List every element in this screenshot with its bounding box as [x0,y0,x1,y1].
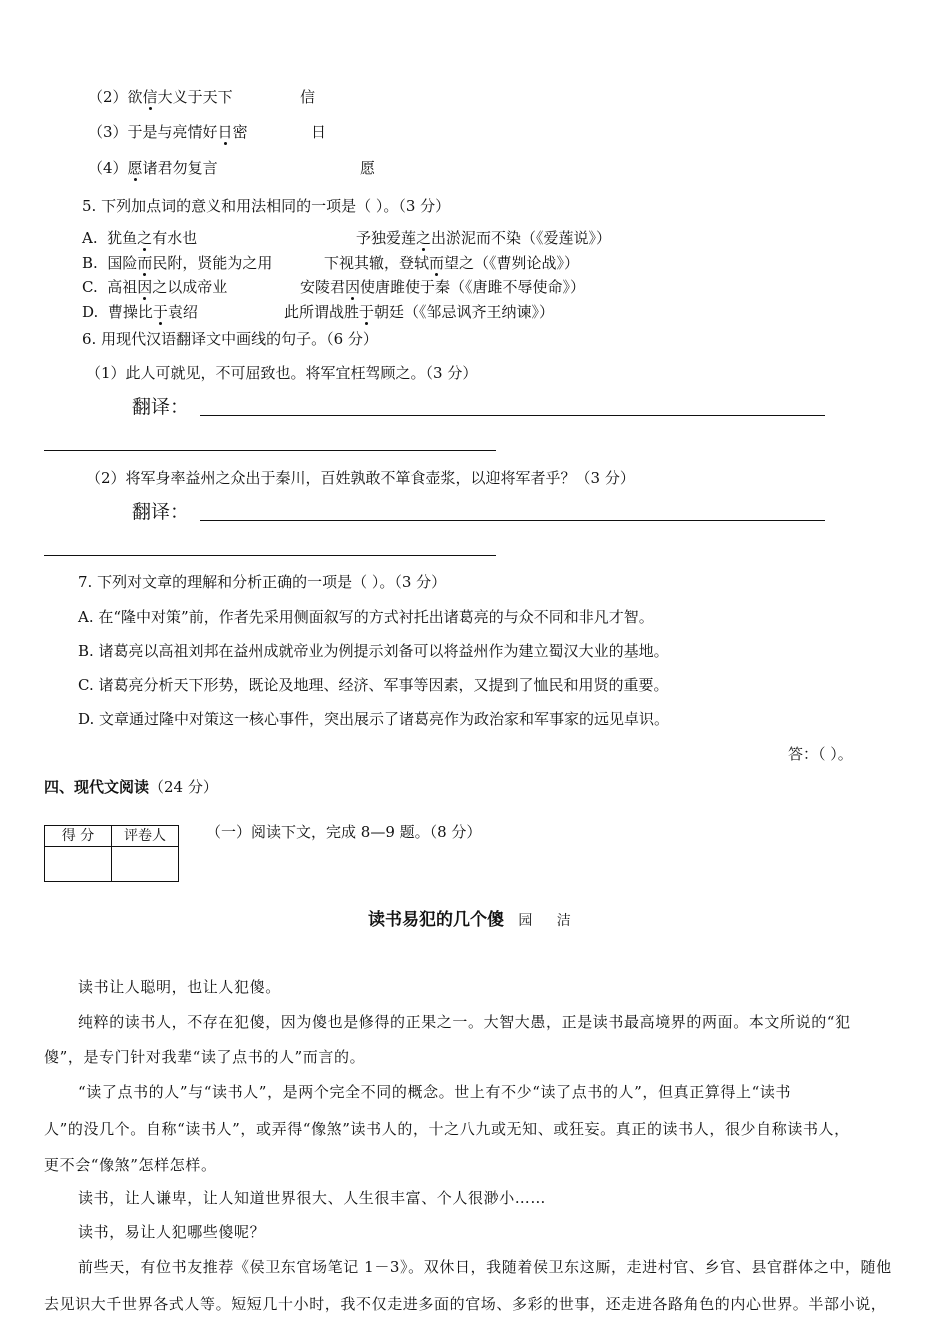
q6-sentence-1: （1）此人可就见，不可屈致也。将军宜枉驾顾之。（3 分） [86,364,478,382]
article-line: 读书让人聪明，也让人犯傻。 [78,978,281,996]
q6-stem: 6. 用现代汉语翻译文中画线的句子。（6 分） [82,330,378,348]
q7-option-c: C. 诸葛亮分析天下形势，既论及地理、经济、军事等因素，又提到了恤民和用贤的重要。 [78,676,669,694]
article-line: “读了点书的人”与“读书人”，是两个完全不同的概念。世上有不少“读了点书的人”，但真正算得上“读书 [78,1083,792,1101]
q5-option-a-left: A. 犹鱼之有水也 [82,229,198,247]
article-author: 园 洁 [518,913,581,929]
grader-cell[interactable] [112,847,179,882]
q5-option-d-left: D. 曹操比于袁绍 [82,303,198,321]
q7-option-b: B. 诸葛亮以高祖刘邦在益州成就帝业为例提示刘备可以将益州作为建立蜀汉大业的基地。 [78,642,669,660]
q4-answer-4: 愿 [360,159,376,177]
grader-header: 评卷人 [112,826,179,847]
q7-option-d: D. 文章通过隆中对策这一核心事件，突出展示了诸葛亮作为政治家和军事家的远见卓识。 [78,710,670,728]
q4-answer-2: 信 [300,88,316,106]
article-line: 读书，易让人犯哪些傻呢？ [78,1223,266,1241]
score-table [44,825,179,882]
article-line: 人”的没几个。自称“读书人”，或弄得“像煞”读书人的，十之八九或无知、或狂妄。真正的读书人，很少自称读书人， [44,1120,850,1138]
q4-answer-3: 日 [311,123,327,141]
answer-line-1a[interactable] [200,415,825,416]
score-header: 得 分 [45,826,112,847]
q5-option-b-left: B. 国险而民附，贤能为之用 [82,254,273,272]
q4-item-3: （3）于是与亮情好日密 [88,123,248,141]
section-heading: 四、现代文阅读（24 分） [44,778,218,796]
q7-stem: 7. 下列对文章的理解和分析正确的一项是（ ）。（3 分） [78,573,447,591]
q5-option-b-right: 下视其辙，登轼而望之（《曹刿论战》） [324,254,580,272]
article-title-row [368,909,581,932]
article-line: 更不会“像煞”怎样怎样。 [44,1156,217,1174]
translate-label-1: 翻译： [132,396,190,418]
article-title: 读书易犯的几个傻 [368,910,504,930]
q7-option-a: A. 在“隆中对策”前，作者先采用侧面叙写的方式衬托出诸葛亮的与众不同和非凡才智。 [78,608,654,626]
article-line: 傻”，是专门针对我辈“读了点书的人”而言的。 [44,1048,366,1066]
q5-stem: 5. 下列加点词的意义和用法相同的一项是（ ）。（3 分） [82,197,451,215]
answer-line-2a[interactable] [200,520,825,521]
score-cell[interactable] [45,847,112,882]
q5-option-d-right: 此所谓战胜于朝廷（《邹忌讽齐王纳谏》） [284,303,555,321]
q6-sentence-2: （2）将军身率益州之众出于秦川，百姓孰敢不箪食壶浆，以迎将军者乎？（3 分） [86,469,635,487]
article-line: 前些天，有位书友推荐《侯卫东官场笔记 1－3》。双休日，我随着侯卫东这厮，走进村官、乡官、县官群体之中，随他 [78,1258,892,1276]
q4-item-2: （2）欲信大义于天下 [88,88,233,106]
answer-line-2b[interactable] [44,555,496,556]
article-line: 纯粹的读书人，不存在犯傻，因为傻也是修得的正果之一。大智大愚，正是读书最高境界的两面。本文所说的“犯 [78,1013,851,1031]
q5-option-c-left: C. 高祖因之以成帝业 [82,278,228,296]
subsection-instruction: （一）阅读下文，完成 8—9 题。（8 分） [206,823,482,841]
q5-option-a-right: 予独爱莲之出淤泥而不染（《爱莲说》） [356,229,612,247]
emphasis-dot-char: 愿 [127,159,143,177]
translate-label-2: 翻译： [132,501,190,523]
emphasis-dot-char: 信 [142,88,158,106]
q5-option-c-right: 安陵君因使唐雎使于秦（《唐雎不辱使命》） [300,278,586,296]
article-line: 去见识大千世界各式人等。短短几十小时，我不仅走进多面的官场、多彩的世事，还走进各路角色的内心世界。半部小说， [44,1295,887,1313]
article-line: 读书，让人谦卑，让人知道世界很大、人生很丰富、个人很渺小…… [78,1189,547,1207]
q7-answer: 答：（ ）。 [788,745,853,763]
q4-item-4: （4）愿诸君勿复言 [88,159,218,177]
emphasis-dot-char: 日 [217,123,233,141]
answer-line-1b[interactable] [44,450,496,451]
